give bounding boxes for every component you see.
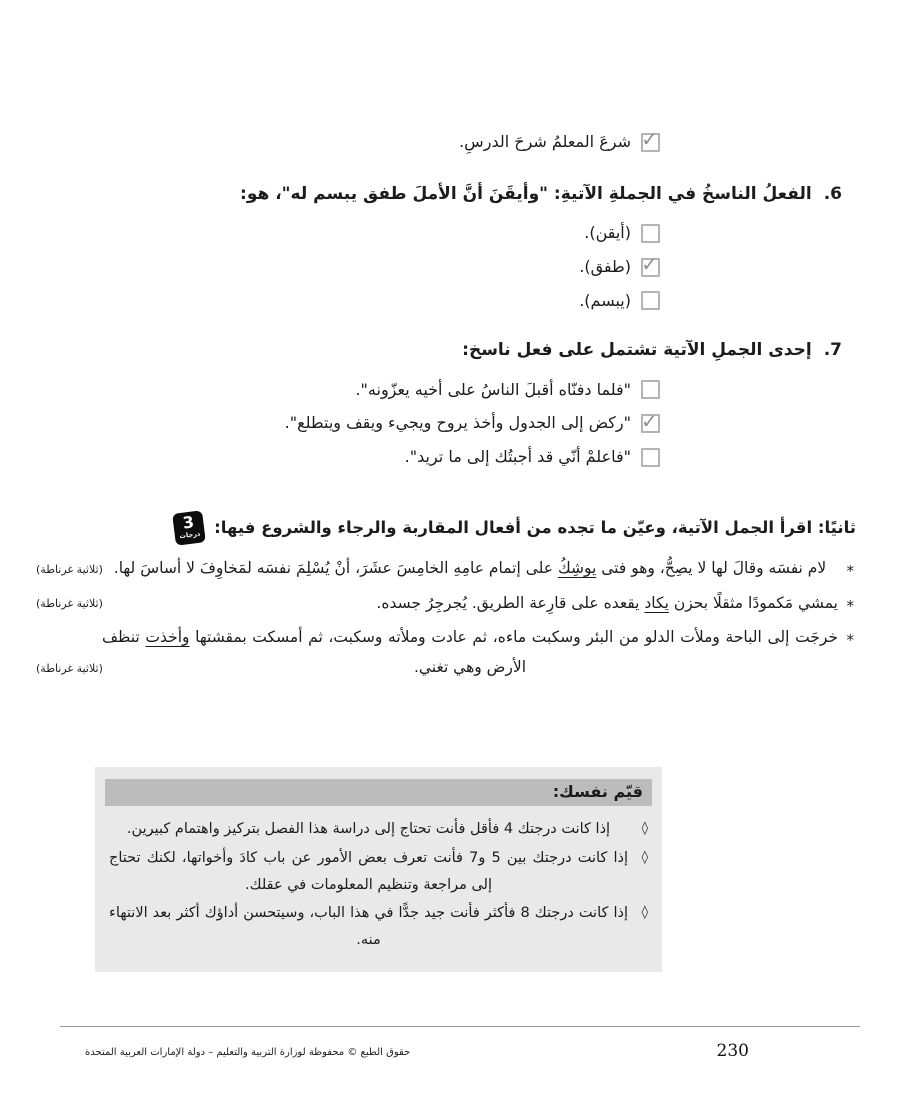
assessment-item (109, 845, 648, 899)
bullet-text-pre: يمشي مَكمودًا مثقلًا بحزن (668, 593, 838, 612)
option-label: (طفق). (579, 256, 631, 276)
option-label: (أيقن). (584, 222, 631, 242)
bullet-text (102, 623, 838, 683)
page-number: 230 (716, 1041, 749, 1061)
option-row[interactable] (38, 378, 660, 403)
checkbox[interactable] (641, 252, 660, 277)
self-assessment-box (95, 767, 662, 972)
underlined-word: يوشِكُ (557, 558, 597, 577)
question-number: 6. (823, 183, 842, 204)
question-number: 7. (823, 340, 842, 361)
assessment-item-text: إذا كانت درجتك 8 فأكثر فأنت جيد جدًّا في هذا الباب، وسيتحسن أداؤك أكثر بعد الانتهاء منه. (109, 905, 628, 949)
diamond-icon: ◊ (641, 905, 648, 921)
score-value: 3 (181, 512, 196, 534)
checkbox[interactable] (641, 408, 660, 433)
assessment-item-text: إذا كانت درجتك 4 فأقل فأنت تحتاج إلى دراسة هذا الفصل بتركيز واهتمام كبيرين. (126, 820, 611, 837)
source-attribution: (ثلاثية غرناطة) (36, 562, 103, 576)
checkbox[interactable] (641, 127, 660, 152)
section-heading (38, 512, 856, 544)
bullet-text (102, 554, 838, 584)
question-text: الفعلُ الناسخُ في الجملةِ الآتيةِ: "وأيقَنَ أنَّ الأملَ طفق يبسم له"، هو: (240, 183, 812, 204)
checkmark-icon: ✓ (641, 408, 658, 433)
score-unit: درجات (179, 530, 201, 541)
checkbox[interactable] (641, 380, 660, 399)
asterisk-marker: * (846, 631, 854, 650)
score-badge (172, 510, 206, 545)
diamond-icon: ◊ (641, 849, 648, 865)
assessment-item (109, 816, 648, 843)
assessment-item-text: إذا كانت درجتك بين 5 و7 فأنت تعرف بعض الأمور عن باب كادَ وأخواتها، لكنك تحتاج إلى مراجعة وتنظيم المعلومات في عقلك. (109, 849, 628, 893)
checkbox[interactable] (641, 291, 660, 310)
assessment-item (109, 900, 648, 954)
underlined-word: وأخذت (145, 628, 190, 647)
option-row[interactable] (38, 289, 660, 314)
option-row[interactable] (38, 408, 660, 436)
bullet-item (38, 623, 854, 683)
source-attribution: (ثلاثية غرناطة) (36, 597, 103, 611)
bullet-text-pre: خرجَت إلى الباحة وملأت الدلو من البئر وسكبت ماءه، ثم عادت وملأته وسكبت، ثم أمسكت بمقشتها (189, 628, 838, 647)
checkbox[interactable] (641, 448, 660, 467)
option-label: "فاعلمْ أنّي قد أجبتُك إلى ما تريد". (404, 447, 631, 467)
assessment-title: قيّم نفسك: (552, 781, 643, 801)
bullet-item (38, 554, 854, 584)
assessment-title-bar (105, 779, 652, 806)
option-label: (يبسم). (579, 290, 631, 310)
question-text: إحدى الجملِ الآتية تشتمل على فعل ناسخ: (462, 340, 812, 361)
option-label: "ركض إلى الجدول وأخذ يروح ويجيء ويقف ويتطلع". (284, 413, 631, 433)
bullet-text (102, 589, 838, 619)
checkbox[interactable] (641, 224, 660, 243)
bullet-text-post: على إتمام عامِهِ الخامِسَ عشَرَ، أنْ يُسْلِمَ نفسَه لمَخاوِفَ لا أساسَ لها. (113, 558, 558, 577)
option-label: شرعَ المعلمُ شرحَ الدرسِ. (459, 132, 631, 151)
option-row[interactable] (38, 127, 660, 155)
diamond-icon: ◊ (641, 820, 648, 836)
option-row[interactable] (38, 252, 660, 280)
section-heading-text: ثانيًا: اقرأ الجمل الآتية، وعيّن ما تجده من أفعال المقاربة والرجاء والشروع فيها: (214, 517, 856, 537)
question-6 (38, 181, 842, 208)
bullet-item (38, 589, 854, 619)
option-row[interactable] (38, 221, 660, 246)
underlined-word: يكاد (644, 593, 669, 612)
bullet-text-post: يقعده على قارِعة الطريق. يُجرجِرُ جسده. (376, 593, 645, 612)
bullet-text-pre: لام نفسَه وقالَ لها لا يصِحُّ، وهو فتى (596, 558, 827, 577)
checkmark-icon: ✓ (641, 127, 658, 152)
checkmark-icon: ✓ (641, 252, 658, 277)
page-footer (60, 1026, 860, 1077)
asterisk-marker: * (846, 596, 854, 615)
option-row[interactable] (38, 445, 660, 470)
option-label: "فلما دفنّاه أقبلَ الناسُ على أخيه يعزّونه". (355, 379, 631, 399)
question-7 (38, 337, 842, 364)
source-attribution: (ثلاثية غرناطة) (36, 661, 103, 675)
asterisk-marker: * (846, 561, 854, 580)
bullet-text-post: تنظف الأرض وهي تغني. (102, 628, 527, 677)
copyright-text: حقوق الطبع © محفوظة لوزارة التربية والتعليم – دولة الإمارات العربية المتحدة (85, 1047, 411, 1058)
